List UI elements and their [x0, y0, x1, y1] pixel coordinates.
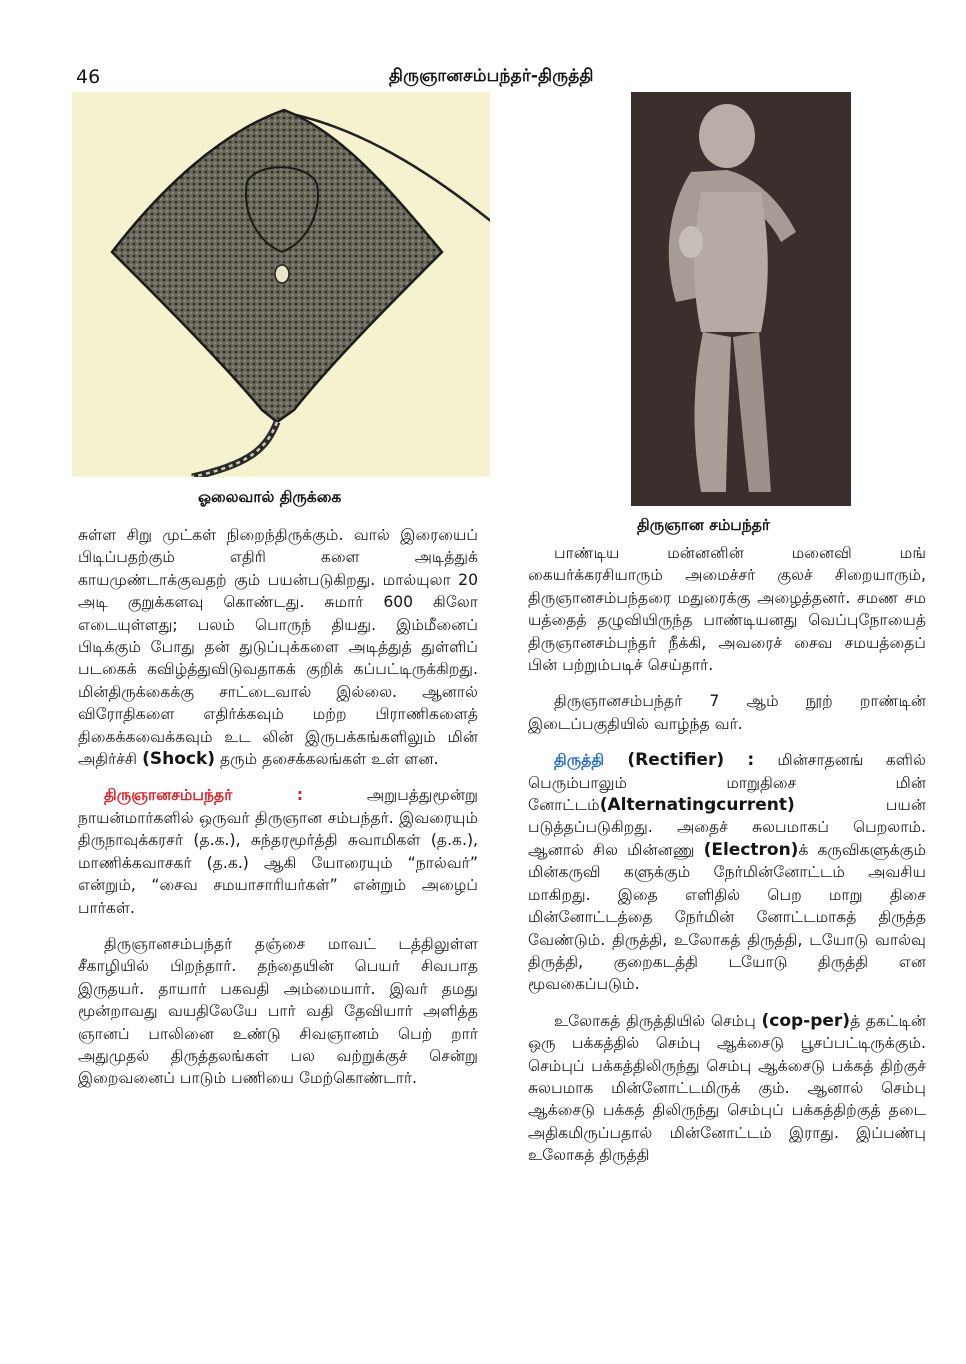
paragraph — [78, 524, 478, 770]
statue-photo — [631, 92, 851, 506]
paragraph: திருஞானசம்பந்தர் 7 ஆம் நூற் றாண்டின் இடைப்பகுதியில் வாழ்ந்த வர். — [528, 692, 926, 733]
entry-paragraph — [78, 784, 478, 918]
body-text: த் தகட்டின் ஒரு பக்கத்தில் செம்பு ஆக்சைடு பூசப்பட்டிருக்கும். செம்புப் பக்கத்திலிருந்து செம்பு ஆக்சைடு பக்கத் திற்குச் சுலபமாக மின்னோட்டமிருக் கும். ஆனால் செம்பு ஆக்சைடு பக்கத் திலிருந்து செம்புப் பக்கத்திற்குத் தடை அதிகமிருப்பதால் மின்னோட்டம் இராது. இப்பண்பு உலோகத் திருத்தி — [528, 1011, 926, 1165]
english-term: (Electron) — [703, 839, 799, 860]
entry-heading: திருத்தி — [554, 751, 605, 770]
paragraph: பாண்டிய மன்னனின் மனைவி மங் கையர்க்கரசியாரும் அமைச்சர் குலச் சிறையாரும், திருஞானசம்பந்தரை மதுரைக்கு அழைத்தனர். சமண சம யத்தைத் தழுவியிருந்த பாண்டியனது வெப்புநோயைத் திருஞானசம்பந்தர் நீக்கி, அவரைச் சைவ சமயத்தைப் பின் பற்றும்படிச் செய்தார். — [528, 544, 926, 675]
body-text: பயன் படுத்தப்படுகிறது. அதைச் சுலபமாகப் பெறலாம். ஆனால் சில மின்னணு — [528, 796, 926, 859]
body-text: தரும் தசைக்கலங்கள் உள் ளன. — [215, 750, 439, 769]
english-term: (Alternatingcurrent) — [599, 795, 795, 816]
entry-heading: திருஞானசம்பந்தர் : — [104, 786, 303, 805]
paragraph: திருஞானசம்பந்தர் தஞ்சை மாவட் டத்திலுள்ள சீகாழியில் பிறந்தார். தந்தையின் பெயர் சிவபாத இருதயர். தாயார் பகவதி அம்மையார். இவர் தமது மூன்றாவது வயதிலேயே பார் வதி தேவியார் அளித்த ஞானப் பாலினை உண்டு சிவஞானம் பெற் றார் அதுமுதல் திருத்தலங்கள் பல வற்றுக்குச் சென்று இறைவனைப் பாடும் பணியை மேற்கொண்டார். — [78, 934, 478, 1088]
running-title: திருஞானசம்பந்தர்-திருத்தி — [389, 66, 594, 86]
body-text: அறுபத்துமூன்று நாயன்மார்களில் ஒருவர் திருஞான சம்பந்தர். இவரையும் திருநாவுக்கரசர் (த.க.), சுந்தரமூர்த்தி சுவாமிகள் (த.க.), மாணிக்கவாசகர் (த.க.) ஆகி யோரையும் “நால்வர்” என்றும், “சைவ சமயாசாரியர்கள்” என்றும் அழைப் பார்கள். — [78, 786, 478, 917]
statue-caption: திருஞான சம்பந்தர் — [637, 516, 770, 534]
english-term: (cop-per) — [761, 1010, 851, 1031]
page-number: 46 — [76, 66, 101, 88]
body-text: மின்சாதனங் களில் பெரும்பாலும் மாறுதிசை மின் னோட்டம் — [528, 751, 926, 815]
body-text: சுள்ள சிறு முட்கள் நிறைந்திருக்கும். வால் இரையைப் பிடிப்பதற்கும் எதிரி களை அடித்துக் காயமுண்டாக்குவதற் கும் பயன்படுகிறது. மால்யுலா 20 அடி குறுக்களவு கொண்டது. சுமார் 600 கிலோ எடையுள்ளது; பலம் பொருந் தியது. இம்மீனைப் பிடிக்கும் போது தன் துடுப்புக்களை அடித்துத் துள்ளிப் படகைக் கவிழ்த்துவிடுவதாகக் குறிக் கப்பட்டிருக்கிறது. மின்திருக்கைக்கு சாட்டைவால் இல்லை. ஆனால் விரோதிகளை எதிர்க்கவும் மற்ற பிராணிகளைத் திகைக்கவைக்கவும் உட லின் இருபக்கங்களிலும் மின் அதிர்ச்சி — [78, 526, 478, 769]
entry-paragraph — [528, 749, 926, 995]
paragraph — [528, 1010, 926, 1167]
left-column — [78, 524, 478, 1104]
right-column — [528, 542, 926, 1181]
body-text: க் கருவிகளுக்கும் மின்கருவி களுக்கும் நேர்மின்னோட்டம் அவசிய மாகிறது. இதை எளிதில் பெற மாறு திசை மின்னோட்டத்தை நேர்மின் னோட்டமாகத் திருத்த வேண்டும். திருத்தி, உலோகத் திருத்தி, டயோடு வால்வு திருத்தி, குறைகடத்தி டயோடு திருத்தி என மூவகைப்படும். — [528, 840, 926, 994]
stingray-illustration — [72, 92, 490, 477]
body-text: உலோகத் திருத்தியில் செம்பு — [554, 1011, 762, 1030]
stingray-caption: ஓலைவால் திருக்கை — [198, 488, 342, 506]
english-term: (Rectifier) : — [604, 750, 778, 771]
english-term: (Shock) — [142, 749, 216, 770]
